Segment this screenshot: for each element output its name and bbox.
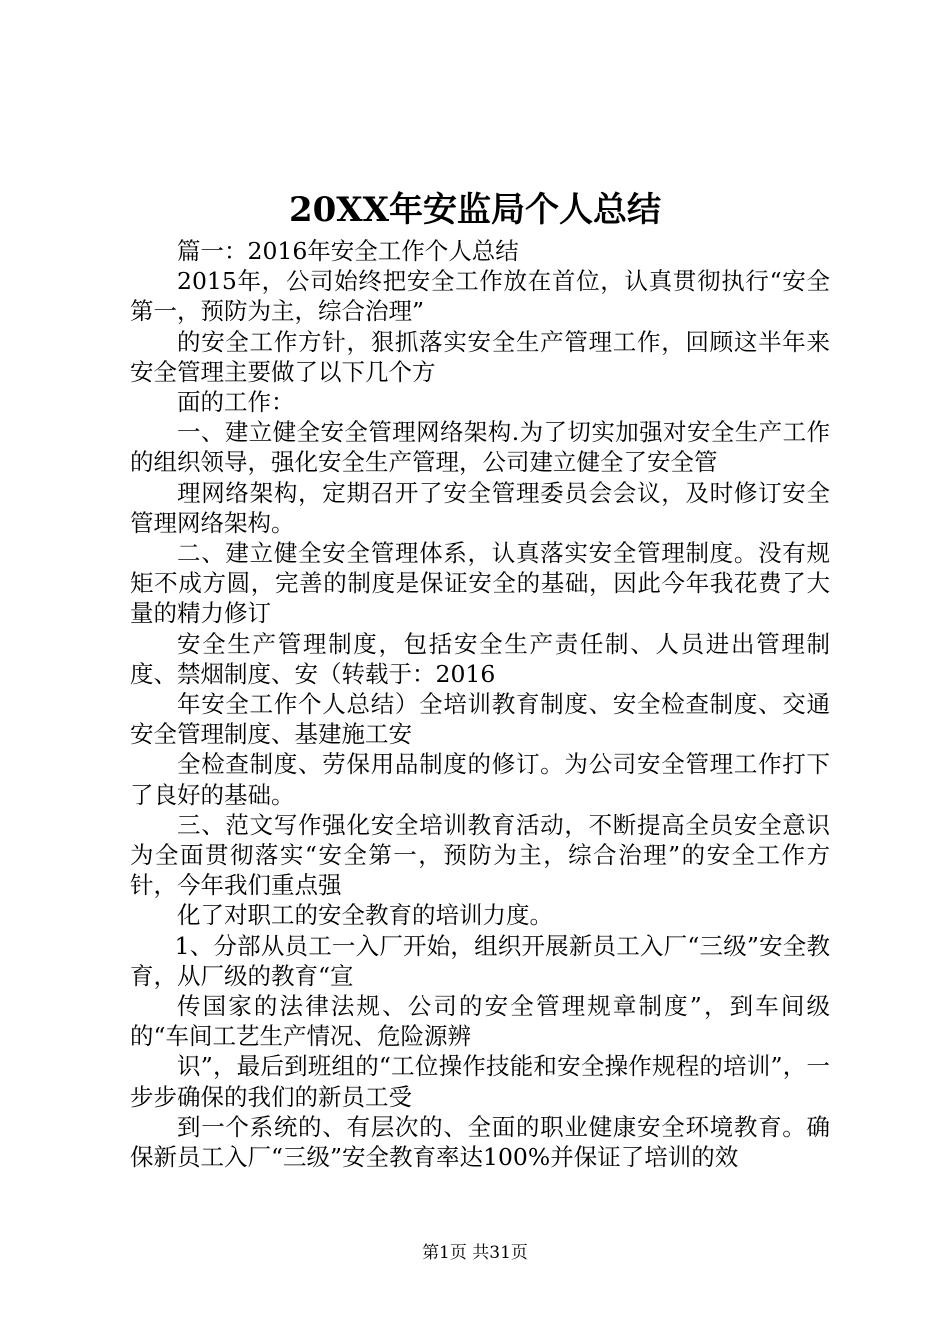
paragraph: 全检查制度、劳保用品制度的修订。为公司安全管理工作打下了良好的基础。 (130, 750, 830, 809)
paragraph: 化了对职工的安全教育的培训力度。 (177, 901, 553, 930)
page-number-footer: 第1页 共31页 (422, 1243, 528, 1263)
paragraph: 1、分部从员工一入厂开始，组织开展新员工入厂“三级”安全教育，从厂级的教育“宣 (130, 931, 830, 990)
paragraph: 三、范文写作强化安全培训教育活动，不断提高全员安全意识为全面贯彻落实“安全第一，预防为主，综合治理”的安全工作方针，今年我们重点强 (130, 810, 830, 900)
paragraph: 安全生产管理制度，包括安全生产责任制、人员进出管理制度、禁烟制度、安（转载于：2016 (130, 629, 830, 688)
paragraph: 的安全工作方针，狠抓落实安全生产管理工作，回顾这半年来安全管理主要做了以下几个方 (130, 327, 830, 386)
document-title: 20XX年安监局个人总结 (288, 190, 662, 230)
paragraph: 到一个系统的、有层次的、全面的职业健康安全环境教育。确保新员工入厂“三级”安全教育率达100%并保证了培训的效 (130, 1112, 830, 1172)
paragraph: 二、建立健全安全管理体系，认真落实安全管理制度。没有规矩不成方圆，完善的制度是保证安全的基础，因此今年我花费了大量的精力修订 (130, 539, 830, 628)
paragraph: 2015年，公司始终把安全工作放在首位，认真贯彻执行“安全第一，预防为主，综合治理” (130, 267, 830, 326)
paragraph: 面的工作： (177, 388, 295, 417)
paragraph: 识”，最后到班组的“工位操作技能和安全操作规程的培训”，一步步确保的我们的新员工受 (130, 1052, 830, 1111)
paragraph: 一、建立健全安全管理网络架构.为了切实加强对安全生产工作的组织领导，强化安全生产管理，公司建立健全了安全管 (130, 418, 830, 477)
paragraph: 理网络架构，定期召开了安全管理委员会会议，及时修订安全管理网络架构。 (130, 478, 830, 537)
paragraph: 篇一：2016年安全工作个人总结 (177, 237, 519, 265)
paragraph: 传国家的法律法规、公司的安全管理规章制度”，到车间级的“车间工艺生产情况、危险源辨 (130, 992, 830, 1051)
document-body (130, 236, 830, 1172)
paragraph: 年安全工作个人总结）全培训教育制度、安全检查制度、交通安全管理制度、基建施工安 (130, 690, 830, 749)
